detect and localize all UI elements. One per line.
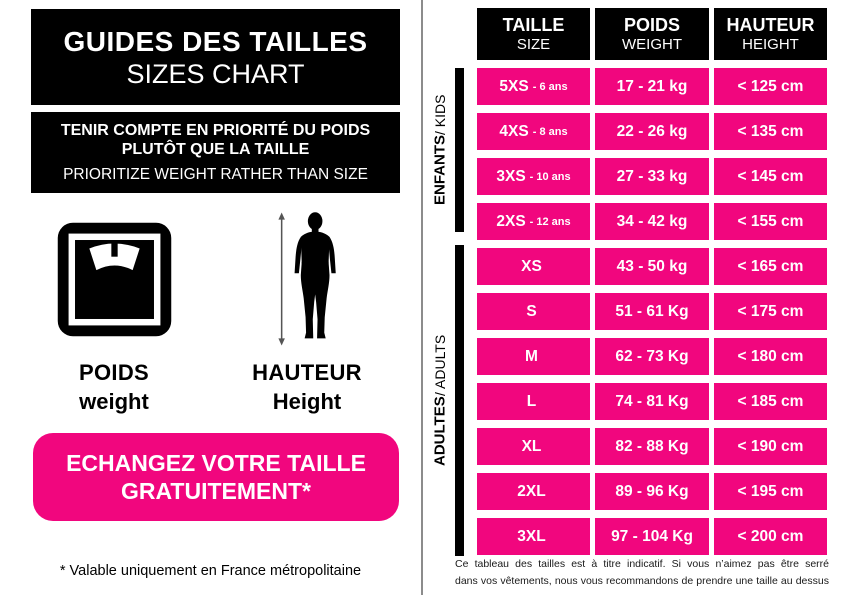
cell-height: < 155 cm (714, 203, 827, 240)
cell-height: < 200 cm (714, 518, 827, 555)
cell-size: XS (477, 248, 590, 285)
cell-weight: 43 - 50 kg (595, 248, 709, 285)
cell-size: 4XS - 8 ans (477, 113, 590, 150)
header-weight-en: WEIGHT (622, 36, 682, 53)
table-disclaimer (455, 556, 829, 590)
kids-group-label (429, 68, 451, 232)
cell-weight: 22 - 26 kg (595, 113, 709, 150)
cell-height: < 135 cm (714, 113, 827, 150)
disclaimer-line2: dans vos vêtements, nous vous recommandons de prendre une taille au dessus (455, 575, 829, 587)
cell-weight: 82 - 88 Kg (595, 428, 709, 465)
title-box (31, 9, 400, 105)
header-height-en: HEIGHT (742, 36, 799, 53)
page-title-en: SIZES CHART (126, 58, 305, 89)
height-label-en: Height (272, 389, 342, 414)
cell-size: 2XL (477, 473, 590, 510)
exchange-button-line2: GRATUITEMENT* (121, 478, 311, 504)
cell-height: < 175 cm (714, 293, 827, 330)
adults-group-label (429, 245, 451, 556)
advice-fr-line2: PLUTÔT QUE LA TAILLE (121, 141, 310, 158)
advice-box (31, 112, 400, 193)
cell-size: 3XL (477, 518, 590, 555)
cell-weight: 34 - 42 kg (595, 203, 709, 240)
header-size-fr: TAILLE (502, 15, 565, 35)
cell-height: < 125 cm (714, 68, 827, 105)
cell-weight: 97 - 104 Kg (595, 518, 709, 555)
header-size (477, 8, 590, 60)
advice-fr-line1: TENIR COMPTE EN PRIORITÉ DU POIDS (60, 122, 371, 139)
header-height (714, 8, 827, 60)
cell-height: < 145 cm (714, 158, 827, 195)
double-arrow (278, 212, 285, 345)
kids-label-fr: ENFANTS (431, 135, 449, 206)
adults-label-en: / ADULTS (432, 335, 448, 397)
panel-divider (421, 0, 423, 595)
cell-size: 5XS - 6 ans (477, 68, 590, 105)
weight-label-fr: POIDS (79, 360, 149, 385)
cell-height: < 180 cm (714, 338, 827, 375)
advice-en-line: PRIORITIZE WEIGHT RATHER THAN SIZE (63, 166, 368, 183)
cell-height: < 190 cm (714, 428, 827, 465)
person-height-icon (243, 212, 371, 346)
cell-size: S (477, 293, 590, 330)
cell-weight: 89 - 96 Kg (595, 473, 709, 510)
header-weight (595, 8, 709, 60)
cell-weight: 62 - 73 Kg (595, 338, 709, 375)
kids-group-bar (455, 68, 464, 232)
cell-weight: 17 - 21 kg (595, 68, 709, 105)
exchange-button-line1: ECHANGEZ VOTRE TAILLE (66, 450, 366, 476)
footnote: * Valable uniquement en France métropolitaine (59, 563, 362, 579)
cell-weight: 51 - 61 Kg (595, 293, 709, 330)
kids-label-en: / KIDS (432, 94, 448, 136)
adults-label-fr: ADULTES (431, 396, 449, 466)
height-label-fr: HAUTEUR (252, 360, 362, 385)
cell-size: L (477, 383, 590, 420)
cell-weight: 27 - 33 kg (595, 158, 709, 195)
cell-size: 3XS - 10 ans (477, 158, 590, 195)
cell-height: < 185 cm (714, 383, 827, 420)
cell-size: M (477, 338, 590, 375)
size-table (477, 8, 827, 555)
page-title-fr: GUIDES DES TAILLES (63, 25, 368, 57)
adults-group-bar (455, 245, 464, 556)
exchange-size-button[interactable] (33, 433, 399, 521)
cell-size: XL (477, 428, 590, 465)
header-height-fr: HAUTEUR (726, 15, 815, 35)
cell-weight: 74 - 81 Kg (595, 383, 709, 420)
header-size-en: SIZE (516, 36, 551, 53)
disclaimer-line1: Ce tableau des tailles est à titre indicatif. Si vous n’aimez pas être serré (455, 558, 829, 570)
height-figure (243, 212, 371, 415)
cell-height: < 165 cm (714, 248, 827, 285)
cell-height: < 195 cm (714, 473, 827, 510)
weight-label-en: weight (79, 389, 149, 414)
weight-figure (33, 212, 195, 415)
cell-size: 2XS - 12 ans (477, 203, 590, 240)
header-weight-fr: POIDS (623, 15, 680, 35)
bathroom-scale-icon (33, 212, 195, 346)
